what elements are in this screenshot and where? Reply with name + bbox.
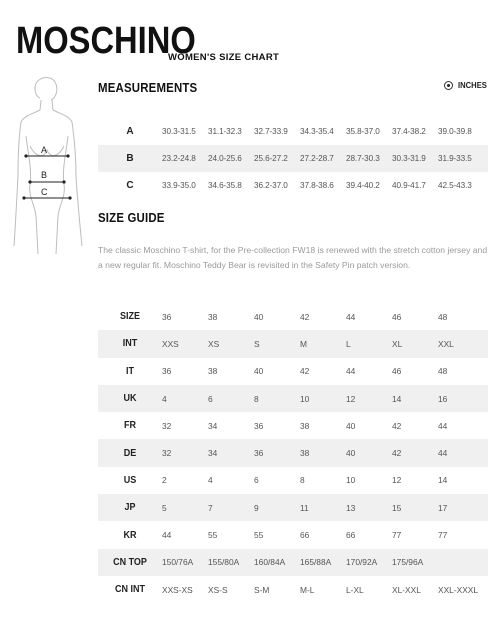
row-label: B — [126, 153, 134, 164]
table-row — [98, 439, 488, 466]
table-cell: 5 — [162, 502, 167, 513]
table-cell: 170/92A — [346, 557, 378, 568]
table-cell: 42 — [300, 366, 310, 377]
size-guide-table — [98, 303, 488, 603]
table-cell: 12 — [392, 475, 402, 486]
table-cell: 17 — [438, 502, 448, 513]
table-cell: 6 — [254, 475, 259, 486]
table-cell: 12 — [346, 393, 356, 404]
radio-selected-icon[interactable] — [444, 81, 453, 90]
table-cell: 9 — [254, 502, 259, 513]
table-row — [98, 576, 488, 603]
table-row — [98, 549, 488, 576]
table-cell: 40 — [254, 366, 264, 377]
row-label: A — [126, 126, 134, 137]
table-cell: 48 — [438, 366, 448, 377]
table-cell: 36.2-37.0 — [254, 181, 288, 190]
table-cell: 11 — [300, 502, 309, 513]
table-row — [98, 467, 488, 494]
table-cell: 10 — [346, 475, 356, 486]
table-cell: 36 — [162, 311, 172, 322]
table-cell: 14 — [392, 393, 402, 404]
table-cell: 55 — [208, 530, 218, 541]
row-label: KR — [123, 529, 137, 541]
table-cell: 40.9-41.7 — [392, 181, 426, 190]
table-cell: 37.4-38.2 — [392, 127, 426, 136]
body-figure — [6, 76, 90, 258]
table-cell: 165/88A — [300, 557, 332, 568]
chart-title: WOMEN'S SIZE CHART — [168, 52, 280, 63]
table-cell: 44 — [438, 448, 448, 459]
row-label: FR — [123, 420, 137, 432]
table-cell: 42.5-43.3 — [438, 181, 472, 190]
table-cell: 4 — [208, 475, 213, 486]
table-cell: XL — [392, 338, 403, 349]
row-label: CN TOP — [113, 556, 147, 568]
table-cell: 40 — [254, 311, 264, 322]
table-cell: XS-S — [208, 584, 228, 595]
row-label: JP — [124, 502, 136, 514]
figure-label-c: C — [41, 187, 48, 197]
table-cell: 34.3-35.4 — [300, 127, 334, 136]
figure-label-b: B — [41, 170, 48, 180]
table-cell: 31.9-33.5 — [438, 154, 472, 163]
table-cell: M-L — [300, 584, 315, 595]
row-label: CN INT — [114, 584, 146, 596]
table-cell: 32 — [162, 420, 172, 431]
size-guide-description: The classic Moschino T-shirt, for the Pre-collection FW18 is renewed with the stretch cotton jersey and a new regular fit. Moschino Teddy Bear is revisited in the Safety Pin patch version. — [98, 245, 488, 270]
table-cell: 36 — [254, 448, 264, 459]
table-cell: 44 — [346, 366, 356, 377]
table-cell: 32.7-33.9 — [254, 127, 288, 136]
table-cell: 28.7-30.3 — [346, 154, 380, 163]
table-row — [98, 412, 488, 439]
table-row — [98, 521, 488, 548]
table-cell: 36 — [162, 366, 172, 377]
row-label: US — [123, 474, 137, 486]
table-cell: 44 — [346, 311, 356, 322]
table-cell: 155/80A — [208, 557, 240, 568]
table-cell: 66 — [300, 530, 310, 541]
table-cell: 38 — [208, 366, 218, 377]
table-cell: 10 — [300, 393, 310, 404]
table-cell: 14 — [438, 475, 448, 486]
table-row — [98, 145, 488, 172]
table-row — [98, 385, 488, 412]
table-cell: XXS-XS — [162, 584, 193, 595]
table-cell: 30.3-31.5 — [162, 127, 196, 136]
row-label: SIZE — [119, 311, 140, 323]
table-cell: 38 — [300, 448, 310, 459]
table-cell: 15 — [392, 502, 402, 513]
table-cell: S — [254, 338, 260, 349]
table-cell: 23.2-24.8 — [162, 154, 196, 163]
table-cell: 46 — [392, 311, 402, 322]
table-row — [98, 330, 488, 357]
table-cell: 44 — [162, 530, 172, 541]
table-cell: 25.6-27.2 — [254, 154, 288, 163]
table-cell: 33.9-35.0 — [162, 181, 196, 190]
table-cell: L — [346, 338, 351, 349]
table-cell: 42 — [300, 311, 310, 322]
row-label: IT — [125, 365, 134, 377]
table-cell: 38 — [300, 420, 310, 431]
table-cell: 34 — [208, 448, 218, 459]
table-cell: 16 — [438, 393, 448, 404]
table-cell: 44 — [438, 420, 448, 431]
table-cell: 40 — [346, 420, 356, 431]
table-row — [98, 172, 488, 199]
table-cell: 8 — [300, 475, 305, 486]
row-label: INT — [122, 338, 138, 350]
table-cell: 4 — [162, 393, 167, 404]
table-cell: 38 — [208, 311, 218, 322]
table-cell: 42 — [392, 420, 402, 431]
table-cell: XXL — [438, 338, 454, 349]
table-cell: 46 — [392, 366, 402, 377]
unit-toggle[interactable] — [444, 80, 490, 90]
table-cell: 35.8-37.0 — [346, 127, 380, 136]
table-cell: 24.0-25.6 — [208, 154, 242, 163]
row-label: C — [126, 180, 134, 191]
table-cell: 150/76A — [162, 557, 194, 568]
table-row — [98, 118, 488, 145]
table-cell: M — [300, 338, 307, 349]
table-cell: 77 — [438, 530, 448, 541]
table-cell: 36 — [254, 420, 264, 431]
row-label: UK — [123, 393, 137, 405]
table-cell: 66 — [346, 530, 356, 541]
table-cell: 77 — [392, 530, 402, 541]
table-cell: L-XL — [346, 584, 364, 595]
figure-label-a: A — [41, 145, 48, 155]
table-cell: 8 — [254, 393, 259, 404]
table-cell: 37.8-38.6 — [300, 181, 334, 190]
table-cell: 39.0-39.8 — [438, 127, 472, 136]
table-cell: 39.4-40.2 — [346, 181, 380, 190]
table-row — [98, 303, 488, 330]
table-cell: XXS — [162, 338, 179, 349]
table-cell: 13 — [346, 502, 356, 513]
table-cell: 34 — [208, 420, 218, 431]
table-cell: 160/84A — [254, 557, 286, 568]
size-guide-title: SIZE GUIDE — [98, 210, 165, 225]
measurements-table — [98, 118, 488, 199]
table-cell: 2 — [162, 475, 167, 486]
row-label: DE — [123, 447, 137, 459]
measurements-title: MEASUREMENTS — [98, 80, 198, 95]
table-cell: 40 — [346, 448, 356, 459]
table-cell: XXL-XXXL — [438, 584, 479, 595]
table-cell: XL-XXL — [392, 584, 421, 595]
brand-logo: MOSCHINO — [16, 20, 196, 62]
table-cell: 175/96A — [392, 557, 424, 568]
table-cell: 27.2-28.7 — [300, 154, 334, 163]
unit-label: INCHES — [458, 80, 487, 90]
table-row — [98, 358, 488, 385]
table-cell: S-M — [254, 584, 270, 595]
table-cell: 42 — [392, 448, 402, 459]
table-cell: 30.3-31.9 — [392, 154, 426, 163]
table-cell: 55 — [254, 530, 264, 541]
table-cell: 32 — [162, 448, 172, 459]
table-cell: 34.6-35.8 — [208, 181, 242, 190]
table-row — [98, 494, 488, 521]
table-cell: 31.1-32.3 — [208, 127, 242, 136]
table-cell: 7 — [208, 502, 213, 513]
table-cell: 6 — [208, 393, 213, 404]
table-cell: 48 — [438, 311, 448, 322]
table-cell: XS — [208, 338, 220, 349]
